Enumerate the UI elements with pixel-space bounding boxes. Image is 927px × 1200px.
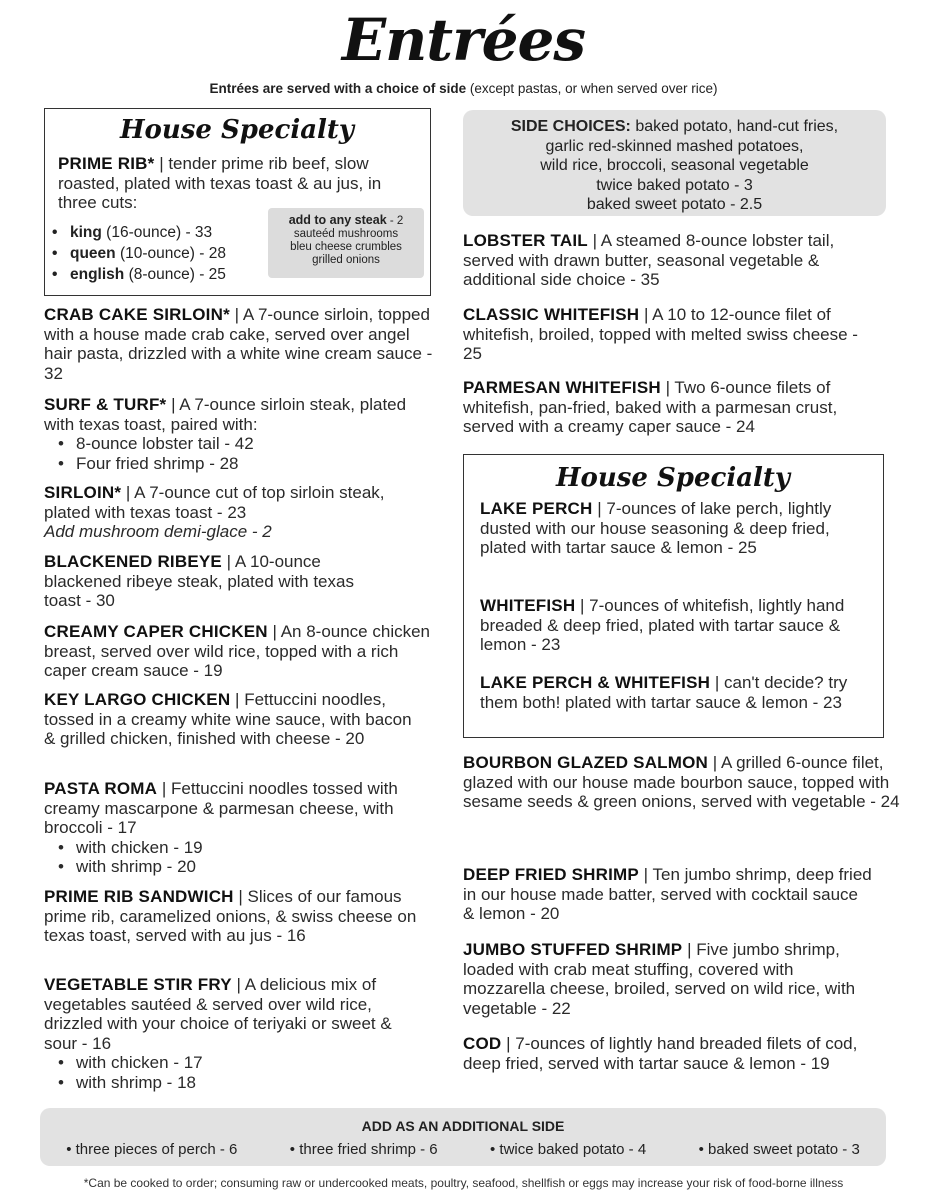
menu-item-bourbon-glazed-salmon: BOURBON GLAZED SALMON | A grilled 6-ounce filet, glazed with our house made bourbon sauce, topped with sesame seeds & green onions, served with vegetable - 24 bbox=[463, 753, 900, 812]
menu-item-crab-cake-sirloin: CRAB CAKE SIRLOIN* | A 7-ounce sirloin, topped with a house made crab cake, served over angel hair pasta, drizzled with a white wine cream sauce - 32 bbox=[44, 305, 433, 383]
menu-item-vegetable-stir-fry: VEGETABLE STIR FRY | A delicious mix of vegetables sautéed & served over wild rice, drizzled with your choice of teriyaki or sweet & sour - 16 • with chicken - 17 • with shrimp - 18 bbox=[44, 975, 429, 1093]
list-item: • baked sweet potato - 3 bbox=[698, 1141, 860, 1158]
list-item: • twice baked potato - 4 bbox=[490, 1141, 647, 1158]
side-choices-label: SIDE CHOICES: bbox=[510, 118, 631, 135]
addon-item: bleu cheese crumbles bbox=[290, 241, 402, 253]
menu-item-parmesan-whitefish: PARMESAN WHITEFISH | Two 6-ounce filets of whitefish, pan-fried, baked with a parmesan crust, served with a creamy caper sauce - 24 bbox=[463, 378, 838, 437]
addon-price: - 2 bbox=[386, 215, 404, 227]
option-list bbox=[58, 1053, 429, 1092]
list-item: • with chicken - 19 bbox=[58, 838, 419, 858]
prime-rib-desc: | tender prime rib beef, slow roasted, plated with texas toast & au jus, in three cuts: bbox=[58, 154, 382, 213]
house-specialty-heading-2: House Specialty bbox=[555, 463, 791, 493]
cut-queen: • queen (10-ounce) - 28 bbox=[50, 243, 270, 264]
menu-item-pasta-roma: PASTA ROMA | Fettuccini noodles tossed with creamy mascarpone & parmesan cheese, with broccoli - 17 • with chicken - 19 • with shrimp - 20 bbox=[44, 779, 419, 877]
house-specialty-heading-1: House Specialty bbox=[119, 115, 355, 145]
menu-item-creamy-caper-chicken: CREAMY CAPER CHICKEN | An 8-ounce chicken breast, served over wild rice, topped with a rich caper cream sauce - 19 bbox=[44, 622, 431, 681]
prime-rib-name: PRIME RIB* bbox=[58, 154, 155, 173]
page-title: Entrées bbox=[341, 6, 586, 74]
menu-item-sirloin: SIRLOIN* | A 7-ounce cut of top sirloin steak, plated with texas toast - 23 Add mushroom demi-glace - 2 bbox=[44, 483, 404, 542]
steak-addon-box bbox=[268, 208, 424, 278]
menu-item-lake-perch-whitefish: LAKE PERCH & WHITEFISH | can't decide? try them both! plated with tartar sauce & lemon - 23 bbox=[480, 673, 848, 712]
subtitle-rest: (except pastas, or when served over rice) bbox=[466, 81, 718, 96]
menu-item-surf-turf: SURF & TURF* | A 7-ounce sirloin steak, plated with texas toast, paired with: • 8-ounce lobster tail - 42 • Four fried shrimp - 28 bbox=[44, 395, 416, 473]
menu-item-key-largo-chicken: KEY LARGO CHICKEN | Fettuccini noodles, tossed in a creamy white wine sauce, with bacon & grilled chicken, finished with cheese - 20 bbox=[44, 690, 412, 749]
list-item: • Four fried shrimp - 28 bbox=[58, 454, 416, 474]
option-list bbox=[58, 434, 416, 473]
list-item: • 8-ounce lobster tail - 42 bbox=[58, 434, 416, 454]
additional-side-list bbox=[40, 1141, 886, 1158]
additional-side-bar bbox=[40, 1108, 886, 1166]
menu-item-lake-perch: LAKE PERCH | 7-ounces of lake perch, lightly dusted with our house seasoning & deep fried, plated with tartar sauce & lemon - 25 bbox=[480, 499, 832, 558]
sirloin-addon: Add mushroom demi-glace - 2 bbox=[44, 522, 272, 542]
prime-rib-cuts-list bbox=[50, 222, 270, 285]
subtitle-bold: Entrées are served with a choice of side bbox=[209, 81, 467, 96]
list-item: • three pieces of perch - 6 bbox=[66, 1141, 238, 1158]
menu-item-blackened-ribeye: BLACKENED RIBEYE | A 10-ounce blackened ribeye steak, plated with texas toast - 30 bbox=[44, 552, 354, 611]
cut-king: • king (16-ounce) - 33 bbox=[50, 222, 270, 243]
side-choices-box: SIDE CHOICES: baked potato, hand-cut fries, garlic red-skinned mashed potatoes, wild rice, broccoli, seasonal vegetable twice baked potato - 3 baked sweet potato - 2.5 bbox=[463, 110, 886, 216]
option-list bbox=[58, 838, 419, 877]
list-item: • with shrimp - 18 bbox=[58, 1073, 429, 1093]
menu-item-prime-rib-sandwich: PRIME RIB SANDWICH | Slices of our famous prime rib, caramelized onions, & swiss cheese on texas toast, served with au jus - 16 bbox=[44, 887, 417, 946]
addon-title-line bbox=[268, 214, 424, 228]
menu-item-jumbo-stuffed-shrimp: JUMBO STUFFED SHRIMP | Five jumbo shrimp, loaded with crab meat stuffing, covered with mozzarella cheese, broiled, served on wild rice, with vegetable - 22 bbox=[463, 940, 856, 1018]
footnote: *Can be cooked to order; consuming raw or undercooked meats, poultry, seafood, shellfish or eggs may increase your risk of food-borne illness bbox=[83, 1176, 844, 1190]
prime-rib-item bbox=[58, 154, 418, 213]
list-item: • with chicken - 17 bbox=[58, 1053, 429, 1073]
addon-item: sauteéd mushrooms bbox=[293, 228, 399, 240]
addon-title: add to any steak bbox=[288, 213, 387, 227]
list-item: • three fried shrimp - 6 bbox=[289, 1141, 438, 1158]
menu-item-classic-whitefish: CLASSIC WHITEFISH | A 10 to 12-ounce filet of whitefish, broiled, topped with melted swiss cheese - 25 bbox=[463, 305, 858, 364]
menu-item-deep-fried-shrimp: DEEP FRIED SHRIMP | Ten jumbo shrimp, deep fried in our house made batter, served with cocktail sauce & lemon - 20 bbox=[463, 865, 872, 924]
list-item: • with shrimp - 20 bbox=[58, 857, 419, 877]
addon-item: grilled onions bbox=[312, 254, 380, 266]
cut-english: • english (8-ounce) - 25 bbox=[50, 264, 270, 285]
menu-item-whitefish: WHITEFISH | 7-ounces of whitefish, lightly hand breaded & deep fried, plated with tartar sauce & lemon - 23 bbox=[480, 596, 845, 655]
additional-side-title: ADD AS AN ADDITIONAL SIDE bbox=[361, 1118, 565, 1134]
menu-item-cod: COD | 7-ounces of lightly hand breaded filets of cod, deep fried, served with tartar sauce & lemon - 19 bbox=[463, 1034, 858, 1073]
page-subtitle bbox=[0, 81, 927, 96]
menu-item-lobster-tail: LOBSTER TAIL | A steamed 8-ounce lobster tail, served with drawn butter, seasonal vegetable & additional side choice - 35 bbox=[463, 231, 835, 290]
